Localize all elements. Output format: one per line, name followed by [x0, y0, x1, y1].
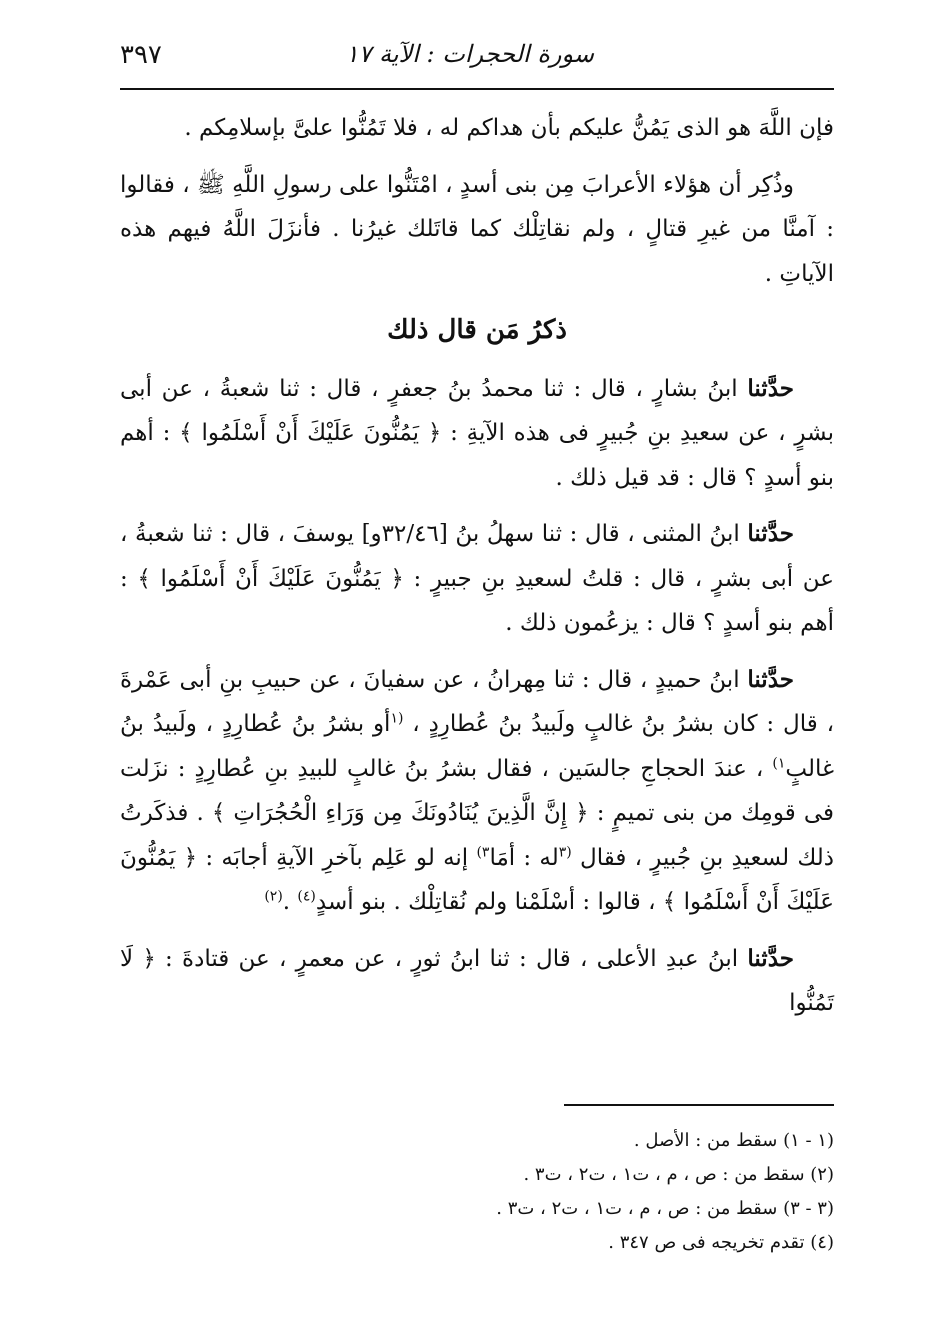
paragraph-text: ابنُ بشارٍ ، قال : ثنا محمدُ بنُ جعفرٍ ، قال : ثنا شعبةُ ، عن أبى بشرٍ ، عن سعيدِ بنِ جُبيرٍ فى هذه الآيةِ : ﴿ يَمُنُّونَ عَلَيْكَ أَنْ أَسْلَمُوا ﴾ : أهم بنو أسدٍ ؟ قال : قد قيل ذلك . [120, 375, 834, 491]
book-page [120, 30, 834, 1310]
page-number: ٣٩٧ [120, 40, 162, 70]
paragraph-text: إنه لو عَلِم بآخرِ الآيةِ أجابَه : ﴿ يَمُنُّونَ عَلَيْكَ أَنْ أَسْلَمُوا ﴾ ، قالوا : أسْلَمْنا ولم نُقاتِلْك . بنو أسدٍ [120, 844, 834, 915]
paragraph-lead: حدَّثنا [747, 374, 794, 402]
hadith-paragraph-3 [120, 658, 834, 925]
footnote: (٣ - ٣) سقط من : ص ، م ، ت١ ، ت٢ ، ت٣ . [496, 1198, 834, 1219]
paragraph-text: ، عندَ الحجاجِ جالسَين ، فقال بشرُ بنُ غالبٍ للبيدِ بنِ عُطارِدٍ : نزَلت فى قومِك من بنى تميمٍ : ﴿ إِنَّ الَّذِينَ يُنَادُونَكَ مِن وَرَاءِ الْحُجُرَاتِ ﴾ . فذكَرتُ ذلك لسعيدِ بنِ جُبيرٍ ، فقال [120, 755, 835, 871]
paragraph-text: له : أمَا [489, 844, 559, 871]
paragraph-text: ابنُ عبدِ الأعلى ، قال : ثنا ابنُ ثورٍ ، عن معمرٍ ، عن قتادةَ : ﴿ لَا تَمُنُّوا [120, 945, 834, 1016]
page-header [120, 30, 834, 90]
hadith-paragraph-1 [120, 367, 834, 501]
running-head: سورة الحجرات : الآية ١٧ [345, 40, 594, 68]
footnote-marker: (٢) [264, 888, 283, 905]
hadith-paragraph-4 [120, 937, 834, 1026]
paragraph-text: أو بشرُ بنُ عُطارِدٍ ، ولَبيدُ بنُ غالبٍ [120, 711, 834, 782]
intro-line: فإن اللَّهَ هو الذى يَمُنُّ عليكم بأن هداكم له ، فلا تَمُنُّوا علىَّ بإسلامِكم . [184, 115, 834, 141]
paragraph-text: ابنُ حميدٍ ، قال : ثنا مِهرانُ ، عن سفيانَ ، عن حبيبِ بنِ أبى عَمْرةَ ، قال : كان بشرُ بنُ غالبٍ ولَبيدُ بنُ عُطارِدٍ ، [120, 666, 834, 737]
footnote-separator [564, 1104, 834, 1106]
footnote-marker: (٣ [558, 843, 572, 860]
footnote: (١ - ١) سقط من : الأصل . [633, 1130, 834, 1151]
footnote-marker: ٣) [476, 843, 490, 860]
paragraph-text: ابنُ المثنى ، قال : ثنا سهلُ بنُ [٣٢/٤٦و] يوسفَ ، قال : ثنا شعبةُ ، عن أبى بشرٍ ، قال : قلتُ لسعيدِ بنِ جبيرٍ : ﴿ يَمُنُّونَ عَلَيْكَ أَنْ أَسْلَمُوا ﴾ : أهم بنو أسدٍ ؟ قال : يزعُمون ذلك . [120, 521, 834, 636]
footnote: (٤) تقدم تخريجه فى ص ٣٤٧ . [608, 1232, 834, 1253]
hadith-paragraph-2 [120, 512, 834, 646]
footnotes [120, 1124, 834, 1260]
main-text [120, 106, 834, 1026]
paragraph-text: . [282, 889, 298, 915]
footnote: (٢) سقط من : ص ، م ، ت١ ، ت٢ ، ت٣ . [523, 1164, 834, 1185]
paragraph-lead: حدَّثنا [747, 520, 794, 547]
paragraph-lead: حدَّثنا [747, 944, 794, 972]
intro-paragraph: وذُكِر أن هؤلاء الأعرابَ مِن بنى أسدٍ ، امْتَنُّوا على رسولِ اللَّهِ ﷺ ، فقالوا : آمنَّا من غيرِ قتالٍ ، ولم نقاتِلْك كما قاتَلك غيرُنا . فأنزَلَ اللَّهُ فيهم هذه الآياتِ . [120, 171, 834, 287]
footnote-marker: ١) [772, 754, 786, 771]
paragraph-lead: حدَّثنا [747, 665, 794, 693]
footnote-marker: (١ [390, 710, 404, 727]
footnote-marker: (٤) [297, 888, 316, 905]
section-title: ذكرُ مَن قال ذلك [387, 315, 567, 345]
